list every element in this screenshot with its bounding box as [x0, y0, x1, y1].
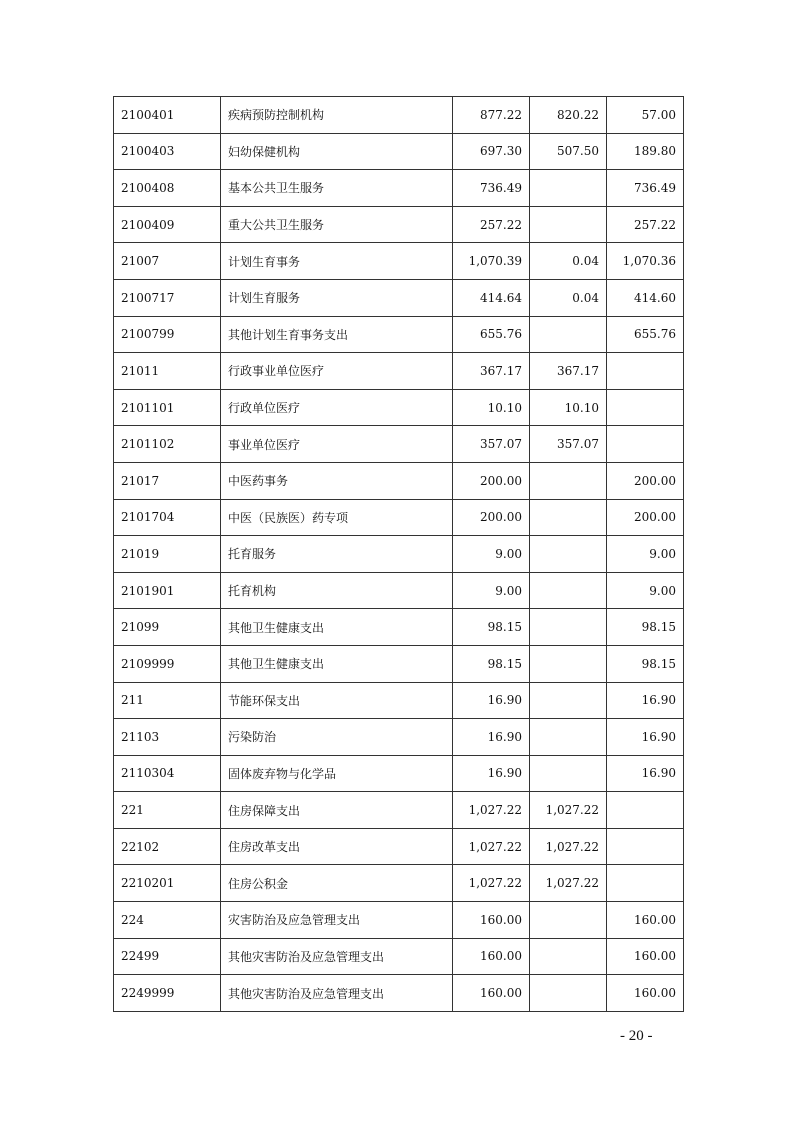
- project-expenditure-cell: 98.15: [607, 609, 684, 646]
- total-amount-cell: 367.17: [453, 353, 530, 390]
- project-expenditure-cell: 9.00: [607, 536, 684, 573]
- subject-code-cell: 224: [114, 902, 221, 939]
- subject-name-cell: 其他计划生育事务支出: [221, 316, 453, 353]
- project-expenditure-cell: [607, 865, 684, 902]
- table-row: [114, 353, 684, 390]
- total-amount-cell: 655.76: [453, 316, 530, 353]
- subject-name-cell: 托育机构: [221, 572, 453, 609]
- total-amount-cell: 1,027.22: [453, 865, 530, 902]
- basic-expenditure-cell: [530, 316, 607, 353]
- subject-code-cell: 22499: [114, 938, 221, 975]
- total-amount-cell: 160.00: [453, 975, 530, 1012]
- subject-code-cell: 211: [114, 682, 221, 719]
- subject-code-cell: 2100409: [114, 206, 221, 243]
- table-row: [114, 426, 684, 463]
- project-expenditure-cell: 200.00: [607, 499, 684, 536]
- table-row: [114, 316, 684, 353]
- subject-code-cell: 2109999: [114, 645, 221, 682]
- total-amount-cell: 9.00: [453, 536, 530, 573]
- subject-name-cell: 事业单位医疗: [221, 426, 453, 463]
- total-amount-cell: 1,070.39: [453, 243, 530, 280]
- total-amount-cell: 357.07: [453, 426, 530, 463]
- basic-expenditure-cell: 1,027.22: [530, 865, 607, 902]
- basic-expenditure-cell: [530, 755, 607, 792]
- subject-code-cell: 2101901: [114, 572, 221, 609]
- subject-name-cell: 灾害防治及应急管理支出: [221, 902, 453, 939]
- table-row: [114, 902, 684, 939]
- basic-expenditure-cell: [530, 719, 607, 756]
- basic-expenditure-cell: [530, 572, 607, 609]
- subject-code-cell: 2100408: [114, 170, 221, 207]
- basic-expenditure-cell: 0.04: [530, 279, 607, 316]
- project-expenditure-cell: 160.00: [607, 938, 684, 975]
- subject-name-cell: 计划生育事务: [221, 243, 453, 280]
- project-expenditure-cell: [607, 353, 684, 390]
- basic-expenditure-cell: 10.10: [530, 389, 607, 426]
- subject-name-cell: 其他灾害防治及应急管理支出: [221, 938, 453, 975]
- total-amount-cell: 697.30: [453, 133, 530, 170]
- total-amount-cell: 257.22: [453, 206, 530, 243]
- subject-name-cell: 污染防治: [221, 719, 453, 756]
- project-expenditure-cell: 257.22: [607, 206, 684, 243]
- basic-expenditure-cell: [530, 609, 607, 646]
- subject-name-cell: 托育服务: [221, 536, 453, 573]
- subject-code-cell: 21103: [114, 719, 221, 756]
- total-amount-cell: 98.15: [453, 609, 530, 646]
- subject-code-cell: 21007: [114, 243, 221, 280]
- subject-name-cell: 住房改革支出: [221, 828, 453, 865]
- subject-code-cell: 2110304: [114, 755, 221, 792]
- basic-expenditure-cell: [530, 462, 607, 499]
- subject-code-cell: 2101101: [114, 389, 221, 426]
- subject-code-cell: 2249999: [114, 975, 221, 1012]
- total-amount-cell: 9.00: [453, 572, 530, 609]
- subject-code-cell: 2100403: [114, 133, 221, 170]
- project-expenditure-cell: 200.00: [607, 462, 684, 499]
- subject-name-cell: 节能环保支出: [221, 682, 453, 719]
- basic-expenditure-cell: 820.22: [530, 97, 607, 134]
- table-row: [114, 133, 684, 170]
- subject-name-cell: 中医药事务: [221, 462, 453, 499]
- project-expenditure-cell: 57.00: [607, 97, 684, 134]
- subject-code-cell: 221: [114, 792, 221, 829]
- table-row: [114, 206, 684, 243]
- basic-expenditure-cell: 1,027.22: [530, 828, 607, 865]
- table-body: [114, 97, 684, 1012]
- subject-name-cell: 妇幼保健机构: [221, 133, 453, 170]
- project-expenditure-cell: 16.90: [607, 719, 684, 756]
- basic-expenditure-cell: [530, 645, 607, 682]
- project-expenditure-cell: 16.90: [607, 755, 684, 792]
- budget-expenditure-table: [113, 96, 684, 1012]
- total-amount-cell: 736.49: [453, 170, 530, 207]
- basic-expenditure-cell: [530, 682, 607, 719]
- subject-name-cell: 行政事业单位医疗: [221, 353, 453, 390]
- table-row: [114, 243, 684, 280]
- page-number: - 20 -: [620, 1028, 653, 1044]
- subject-name-cell: 住房保障支出: [221, 792, 453, 829]
- subject-code-cell: 2100717: [114, 279, 221, 316]
- project-expenditure-cell: 160.00: [607, 902, 684, 939]
- subject-name-cell: 重大公共卫生服务: [221, 206, 453, 243]
- basic-expenditure-cell: 357.07: [530, 426, 607, 463]
- total-amount-cell: 1,027.22: [453, 792, 530, 829]
- project-expenditure-cell: [607, 426, 684, 463]
- project-expenditure-cell: [607, 828, 684, 865]
- subject-code-cell: 21099: [114, 609, 221, 646]
- subject-code-cell: 21011: [114, 353, 221, 390]
- basic-expenditure-cell: 367.17: [530, 353, 607, 390]
- table-row: [114, 97, 684, 134]
- subject-name-cell: 行政单位医疗: [221, 389, 453, 426]
- table-row: [114, 536, 684, 573]
- total-amount-cell: 16.90: [453, 682, 530, 719]
- subject-name-cell: 其他灾害防治及应急管理支出: [221, 975, 453, 1012]
- basic-expenditure-cell: [530, 902, 607, 939]
- total-amount-cell: 16.90: [453, 755, 530, 792]
- basic-expenditure-cell: 0.04: [530, 243, 607, 280]
- basic-expenditure-cell: [530, 499, 607, 536]
- subject-code-cell: 2101102: [114, 426, 221, 463]
- table-row: [114, 865, 684, 902]
- total-amount-cell: 414.64: [453, 279, 530, 316]
- subject-name-cell: 住房公积金: [221, 865, 453, 902]
- basic-expenditure-cell: [530, 206, 607, 243]
- total-amount-cell: 1,027.22: [453, 828, 530, 865]
- project-expenditure-cell: 655.76: [607, 316, 684, 353]
- basic-expenditure-cell: [530, 170, 607, 207]
- table-row: [114, 975, 684, 1012]
- subject-code-cell: 22102: [114, 828, 221, 865]
- subject-code-cell: 2100799: [114, 316, 221, 353]
- subject-code-cell: 21017: [114, 462, 221, 499]
- table-row: [114, 828, 684, 865]
- project-expenditure-cell: 16.90: [607, 682, 684, 719]
- total-amount-cell: 200.00: [453, 499, 530, 536]
- total-amount-cell: 160.00: [453, 902, 530, 939]
- total-amount-cell: 160.00: [453, 938, 530, 975]
- table-row: [114, 609, 684, 646]
- table-row: [114, 645, 684, 682]
- table-row: [114, 279, 684, 316]
- table-row: [114, 755, 684, 792]
- table-row: [114, 719, 684, 756]
- project-expenditure-cell: [607, 792, 684, 829]
- subject-code-cell: 2210201: [114, 865, 221, 902]
- project-expenditure-cell: 736.49: [607, 170, 684, 207]
- subject-name-cell: 计划生育服务: [221, 279, 453, 316]
- subject-name-cell: 其他卫生健康支出: [221, 645, 453, 682]
- subject-code-cell: 2100401: [114, 97, 221, 134]
- table-row: [114, 792, 684, 829]
- subject-code-cell: 2101704: [114, 499, 221, 536]
- table-row: [114, 170, 684, 207]
- total-amount-cell: 200.00: [453, 462, 530, 499]
- table-row: [114, 499, 684, 536]
- subject-name-cell: 固体废弃物与化学品: [221, 755, 453, 792]
- basic-expenditure-cell: [530, 536, 607, 573]
- basic-expenditure-cell: [530, 975, 607, 1012]
- table-row: [114, 682, 684, 719]
- project-expenditure-cell: [607, 389, 684, 426]
- subject-name-cell: 基本公共卫生服务: [221, 170, 453, 207]
- total-amount-cell: 98.15: [453, 645, 530, 682]
- subject-name-cell: 其他卫生健康支出: [221, 609, 453, 646]
- table-row: [114, 938, 684, 975]
- table-row: [114, 462, 684, 499]
- subject-name-cell: 中医（民族医）药专项: [221, 499, 453, 536]
- table-row: [114, 572, 684, 609]
- project-expenditure-cell: 160.00: [607, 975, 684, 1012]
- project-expenditure-cell: 189.80: [607, 133, 684, 170]
- total-amount-cell: 16.90: [453, 719, 530, 756]
- subject-code-cell: 21019: [114, 536, 221, 573]
- subject-name-cell: 疾病预防控制机构: [221, 97, 453, 134]
- table-row: [114, 389, 684, 426]
- total-amount-cell: 10.10: [453, 389, 530, 426]
- project-expenditure-cell: 414.60: [607, 279, 684, 316]
- total-amount-cell: 877.22: [453, 97, 530, 134]
- project-expenditure-cell: 98.15: [607, 645, 684, 682]
- basic-expenditure-cell: 507.50: [530, 133, 607, 170]
- basic-expenditure-cell: [530, 938, 607, 975]
- basic-expenditure-cell: 1,027.22: [530, 792, 607, 829]
- project-expenditure-cell: 9.00: [607, 572, 684, 609]
- project-expenditure-cell: 1,070.36: [607, 243, 684, 280]
